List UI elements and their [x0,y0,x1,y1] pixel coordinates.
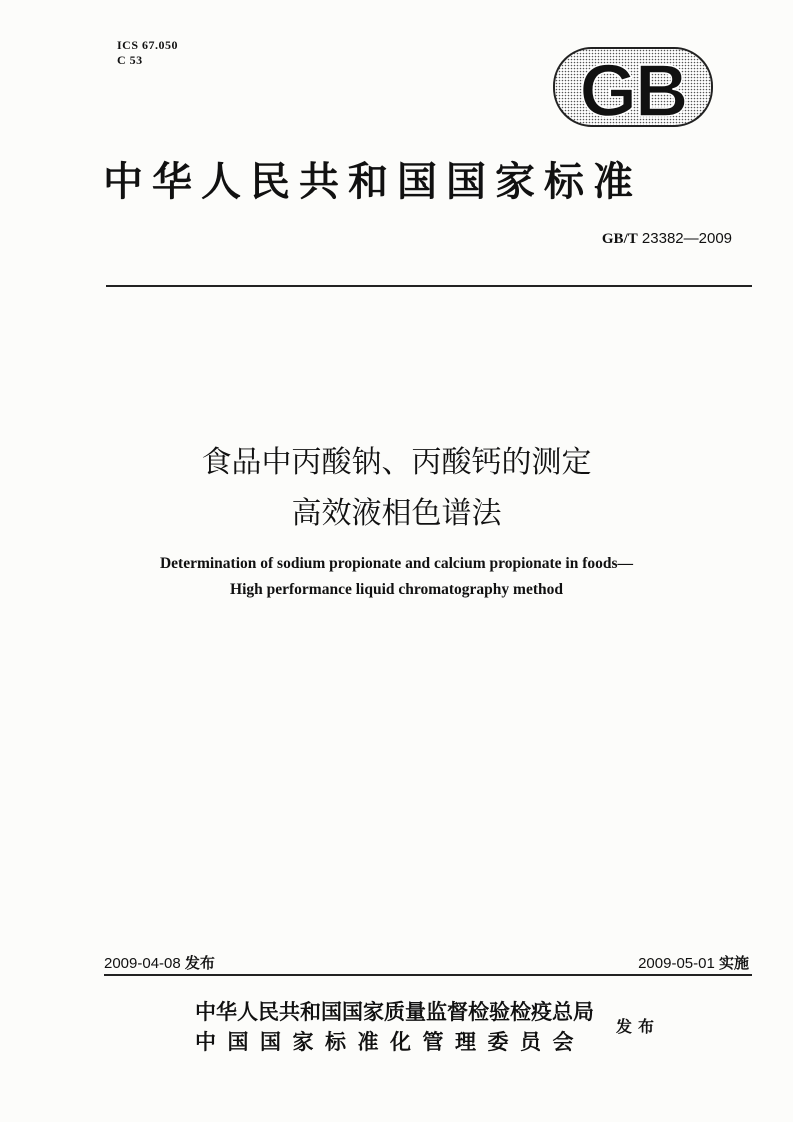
document-title-en-line1: Determination of sodium propionate and calcium propionate in foods— [159,555,634,572]
issue-date-value: 2009-04-08 [104,955,181,972]
classification-codes [117,38,178,68]
effective-date [638,952,749,973]
standard-number-value: 23382—2009 [637,230,732,247]
effective-date-suffix: 实施 [718,954,749,972]
ccs-code: C 53 [117,53,143,67]
issue-date-suffix: 发布 [184,954,215,972]
ics-code: ICS 67.050 [117,38,179,52]
top-divider [106,285,752,287]
effective-date-value: 2009-05-01 [638,955,715,972]
issuer-sac: 中国国家标准化管理委员会 [195,1029,585,1054]
publish-label: 发布 [616,1017,661,1036]
gb-logo-icon [552,46,714,128]
issuer-aqsiq: 中华人民共和国国家质量监督检验检疫总局 [195,999,594,1024]
gb-logo-text: GB [579,49,687,128]
standard-number [602,230,732,248]
document-title-en-line2: High performance liquid chromatography method [230,581,563,598]
standard-number-prefix: GB/T [601,231,638,247]
standard-title: 中华人民共和国国家标准 [103,159,642,205]
document-title-cn-line1: 食品中丙酸钠、丙酸钙的测定 [201,445,592,480]
issue-date [104,952,215,973]
bottom-divider [104,974,752,976]
document-title-cn-line2: 高效液相色谱法 [291,496,502,531]
